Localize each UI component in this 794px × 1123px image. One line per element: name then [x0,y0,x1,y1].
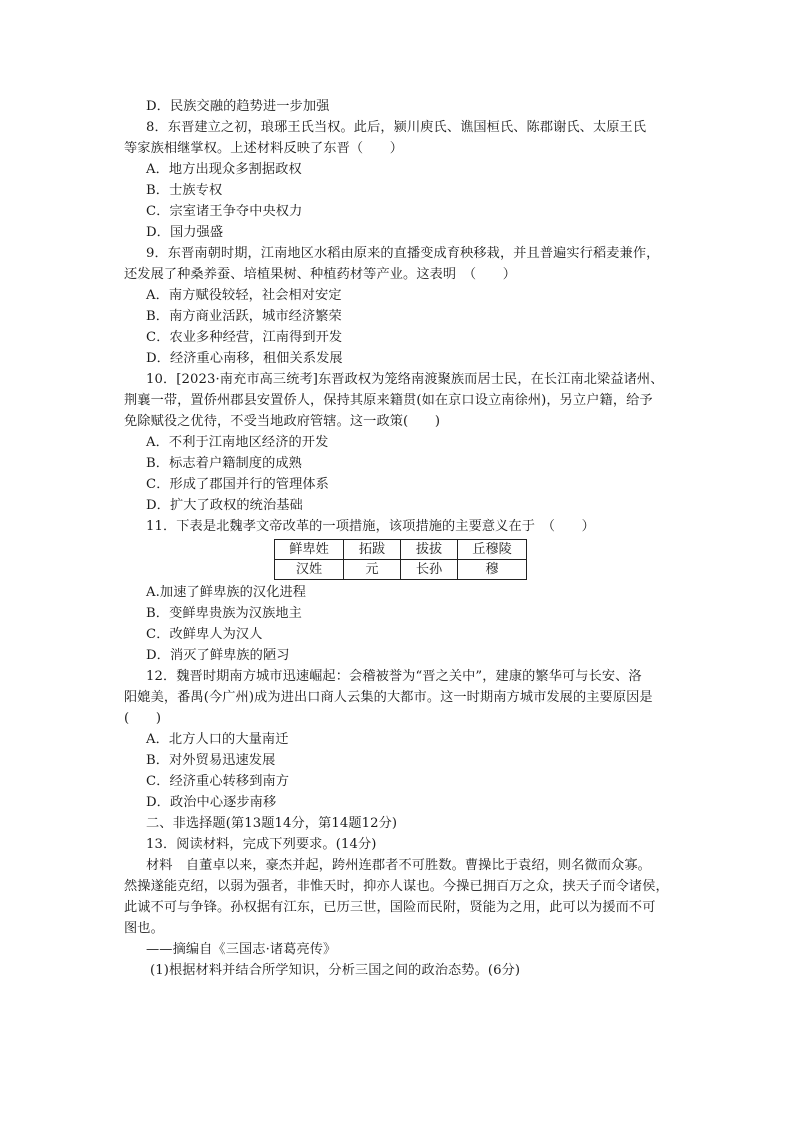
text-line: C．形成了郡国并行的管理体系 [146,477,329,492]
table-row [275,560,527,580]
document-page [124,96,672,981]
text-line: C．经济重心转移到南方 [146,774,290,789]
text-line: D．政治中心逐步南移 [146,795,277,810]
text-line: C．改鲜卑人为汉人 [146,627,263,642]
text-line: 等家族相继掌权。上述材料反映了东晋（ ） [124,141,404,156]
table-row [275,540,527,560]
text-line: 材料 自董卓以来，豪杰并起，跨州连郡者不可胜数。曹操比于袁绍，则名微而众寡。 [146,858,651,873]
text-line: 10．[2023·南充市高三统考]东晋政权为笼络南渡聚族而居士民，在长江南北梁益诸州、 [146,372,664,387]
text-line: D．消灭了鲜卑族的陋习 [146,648,290,663]
text-line: A．不利于江南地区经济的开发 [146,435,329,450]
text-line: 免除赋役之优待，不受当地政府管辖。这一政策( ) [124,414,441,429]
table-cell: 穆 [458,560,527,580]
table-cell: 鲜卑姓 [275,540,344,560]
text-line: 荆襄一带，置侨州郡县安置侨人，保持其原来籍贯(如在京口设立南徐州)，另立户籍，给予 [124,393,653,408]
text-line: 此诚不可与争锋。孙权据有江东，已历三世，国险而民附，贤能为之用，此可以为援而不可 [124,900,656,915]
text-line: 还发展了种桑养蚕、培植果树、种植药材等产业。这表明 （ ） [124,267,517,282]
text-line: 9．东晋南朝时期，江南地区水稻由原来的直播变成育秧移栽，并且普遍实行稻麦兼作， [146,246,660,261]
text-line: B．标志着户籍制度的成熟 [146,456,302,471]
table-cell: 长孙 [401,560,458,580]
xianbei-surname-table [274,539,527,580]
text-line: A.加速了鲜卑族的汉化进程 [146,585,307,600]
text-line: ( ) [124,711,162,726]
text-line: (1)根据材料并结合所学知识，分析三国之间的政治态势。(6分) [150,963,521,978]
table-cell: 元 [344,560,401,580]
text-line: 二、非选择题(第13题14分，第14题12分) [146,816,398,831]
text-line: B．变鲜卑贵族为汉族地主 [146,606,302,621]
text-line: ——摘编自《三国志·诸葛亮传》 [146,942,337,957]
text-line: D．扩大了政权的统治基础 [146,498,303,513]
text-line: A．北方人口的大量南迁 [146,732,289,747]
text-line: C．宗室诸王争夺中央权力 [146,204,303,219]
table-cell: 丘穆陵 [458,540,527,560]
text-line: 8．东晋建立之初，琅琊王氏当权。此后，颍川庾氏、谯国桓氏、陈郡谢氏、太原王氏 [146,120,647,135]
question-block-upper [124,96,672,537]
text-line: D．民族交融的趋势进一步加强 [146,99,330,114]
question-block-lower [124,582,672,981]
text-line: 13．阅读材料，完成下列要求。(14分) [146,837,377,852]
text-line: 11．下表是北魏孝文帝改革的一项措施，该项措施的主要意义在于 （ ） [146,519,595,534]
text-line: 12．魏晋时期南方城市迅速崛起：会稽被誉为“晋之关中”，建康的繁华可与长安、洛 [146,669,642,684]
table-cell: 汉姓 [275,560,344,580]
text-line: 阳媲美，番禺(今广州)成为进出口商人云集的大都市。这一时期南方城市发展的主要原因是 [124,690,653,705]
text-line: A．南方赋役较轻，社会相对安定 [146,288,342,303]
text-line: 然操遂能克绍，以弱为强者，非惟天时，抑亦人谋也。今操已拥百万之众，挟天子而令诸侯， [124,879,669,894]
text-line: B．对外贸易迅速发展 [146,753,276,768]
text-line: D．经济重心南移，租佃关系发展 [146,351,343,366]
text-line: 图也。 [124,921,164,936]
text-line: B．南方商业活跃，城市经济繁荣 [146,309,342,324]
text-line: D．国力强盛 [146,225,224,240]
text-line: A．地方出现众多割据政权 [146,162,302,177]
text-line: B．士族专权 [146,183,223,198]
text-line: C．农业多种经营，江南得到开发 [146,330,343,345]
table-cell: 拓跋 [344,540,401,560]
table-cell: 拔拔 [401,540,458,560]
